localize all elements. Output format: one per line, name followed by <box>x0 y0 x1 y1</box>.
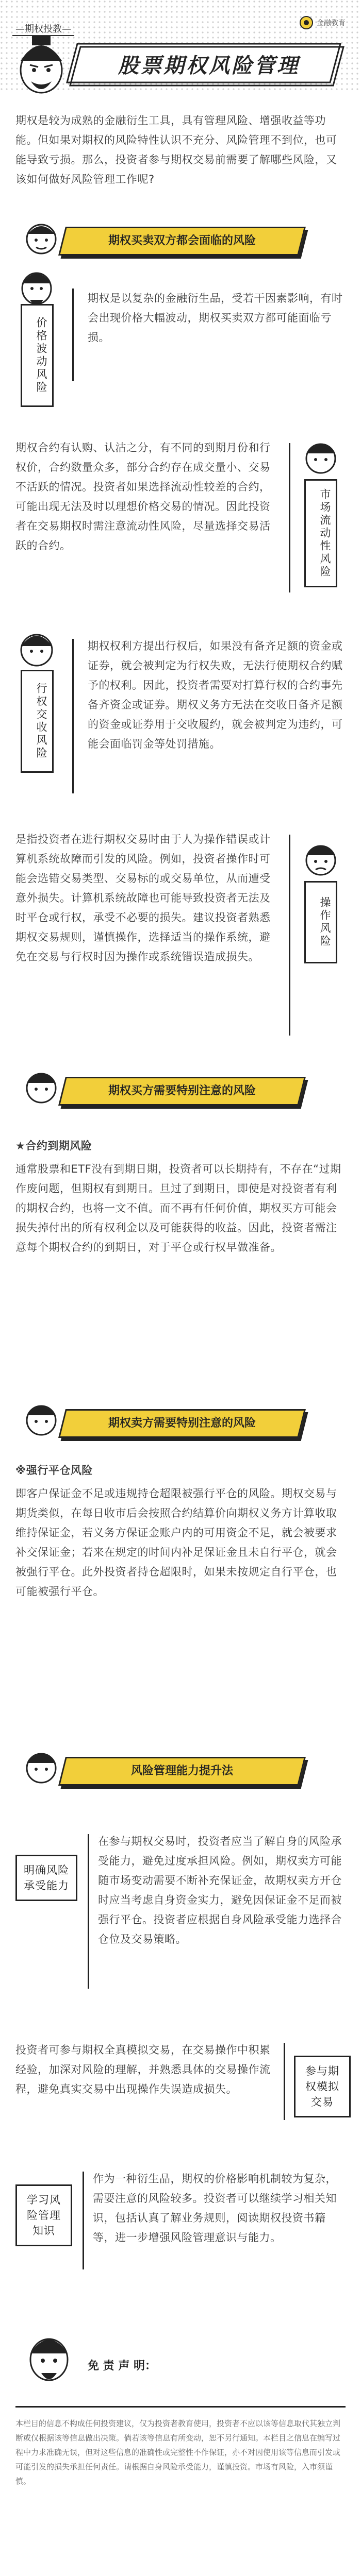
header-tag: —期权投教— <box>12 22 74 36</box>
box-learn-risk-knowledge: 学习风险管理知识 <box>15 2184 72 2246</box>
section4-text2: 投资者可参与期权全真模拟交易，在交易操作中积累经验，加深对风险的理解，并熟悉具体的交易操作流程，避免真实交易中出现操作失误造成损失。 <box>15 2044 271 2095</box>
box-simulated-trading: 参与期权模拟交易 <box>294 2056 351 2117</box>
box6-connector <box>284 2043 285 2120</box>
section1-text2: 期权合约有认购、认沽之分，有不同的到期月份和行权价，合约数量众多，部分合约存在成交量小、交易不活跃的情况。投资者如果选择流动性较差的合约，可能出现无法及时以理想价格交易的情况。因此投资者在交易期权时需注意流动性风险，尽量选择交易活跃的合约。 <box>15 442 271 552</box>
section1-text4: 是指投资者在进行期权交易时由于人为操作错误或计算机系统故障而引发的风险。例如，投资者操作时可能会选错交易类型、交易标的或交易单位，从而遭受意外损失。计算机系统故障也可能导致投资者无法及时平仓或行权，承受不必要的损失。建议投资者熟悉期权交易规则，谨慎操作，选择适当的操作系统，避免在交易与行权时因为操作或系统错误造成损失。 <box>15 833 271 963</box>
section4-mascot-icon <box>21 1748 62 1789</box>
box1-connector <box>72 289 74 381</box>
box4-connector <box>289 835 290 1036</box>
box2-connector <box>289 443 290 592</box>
worried-mascot-icon <box>300 840 341 881</box>
section1-ribbon-label: 期权买卖双方都会面临的风险 <box>108 234 256 247</box>
section1-ribbon <box>58 227 306 256</box>
box-exercise-settlement-risk: 行权交收风险 <box>21 670 54 773</box>
disclaimer-divider <box>15 2406 346 2408</box>
box-operational-risk: 操作风险 <box>304 881 337 963</box>
brand-text: 金融教育 <box>317 19 346 27</box>
thinker-mascot-icon <box>13 268 60 325</box>
brand-logo <box>299 15 346 30</box>
section1-text3: 期权权利方提出行权后，如果没有备齐足额的资金或证券，就会被判定为行权失败，无法行使期权合约赋予的权利。因此，投资者需要对打算行权的合约事先备齐资金或证券。期权义务方无法在交收日备齐足额的资金或证券用于交收履约，就会被判定为违约，可能会面临罚金等处罚措施。 <box>88 640 343 750</box>
disclaimer-text: 本栏目的信息不构成任何投资建议，仅为投资者教育使用，投资者不应以该等信息取代其独立判断或仅根据该等信息做出决策。倘若该等信息有所变动，恕不另行通知。本栏目之信息在编写过程中力求准确无误，但对这些信息的准确性或完整性不作保证，亦不对因使用该等信息而引发或可能引发的损失承担任何责任。请根据自身风险承受能力，谨慎投资。市场有风险，入市须谨慎。 <box>15 2419 341 2486</box>
section2-text: 通常股票和ETF没有到期日期，投资者可以长期持有，不存在“过期作废问题，但期权有到期日。旦过了到期日，即使是对投资者有利的期权合约，也将一文不值。而不再有任何价值，期权买方可能会损失掉付出的所有权利金以及可能获得的收益。因此，投资者需注意每个期权合约的到期日，对于平仓或行权早做准备。 <box>15 1163 341 1253</box>
scholar-mascot-icon <box>10 30 72 102</box>
header <box>0 0 361 93</box>
section3-heading: ※强行平仓风险 <box>15 1464 93 1477</box>
brand-logo-icon <box>299 15 314 30</box>
box-price-volatility-risk: 价格波动风险 <box>21 304 54 407</box>
disclaimer-title: 免 责 声 明： <box>88 2360 156 2372</box>
section2-heading: ★合约到期风险 <box>15 1140 92 1152</box>
section3-ribbon <box>58 1409 306 1438</box>
ribbon-man-icon <box>21 218 62 260</box>
section3-text: 即客户保证金不足或违规持仓超限被强行平仓的风险。期权交易与期货类似，在每日收市后会按照合约结算价向期权义务方计算收取维持保证金，若义务方保证金账户内的可用资金不足，就会被要求补交保证金；若来在规定的时间内补足保证金且未自行平仓，就会被强行平仓。此外投资者持仓超限时，如果未按规定自行平仓，也可能被强行平仓。 <box>15 1487 337 1598</box>
arms-crossed-mascot-icon <box>13 629 60 675</box>
page-title: 股票期权风险管理 <box>118 54 300 78</box>
section4-ribbon-label: 风险管理能力提升法 <box>130 1765 233 1777</box>
section4-text1: 在参与期权交易时，投资者应当了解自身的风险承受能力，避免过度承担风险。例如，期权卖方可能随市场变动需要不断补充保证金，故期权卖方开仓时应当考虑自身资金实力，避免因保证金不足而被强行平仓。投资者应根据自身风险承受能力选择合仓位及交易策略。 <box>98 1835 342 1945</box>
box7-connector <box>83 2172 84 2269</box>
section3-mascot-icon <box>21 1400 62 1441</box>
disclaimer-mascot-icon <box>21 2329 77 2396</box>
box3-connector <box>72 639 74 793</box>
pointing-mascot-icon <box>300 438 341 479</box>
section4-ribbon <box>58 1757 306 1786</box>
box5-connector <box>88 1834 89 1989</box>
section4-text3: 作为一种衍生品，期权的价格影响机制较为复杂，需要注意的风险较多。投资者可以继续学习相关知识，包括认真了解业务规则，阅读期权投资书籍等，进一步增强风险管理意识与能力。 <box>93 2173 337 2244</box>
section1-text1: 期权是以复杂的金融衍生品，受若干因素影响，有时会出现价格大幅波动，期权买卖双方都可能面临亏损。 <box>88 292 343 344</box>
box-know-risk-tolerance: 明确风险承受能力 <box>15 1855 77 1901</box>
section2-mascot-icon <box>21 1067 62 1109</box>
section2-ribbon <box>58 1077 306 1106</box>
section2-ribbon-label: 期权买方需要特别注意的风险 <box>108 1084 256 1097</box>
intro-paragraph: 期权是较为成熟的金融衍生工具，具有管理风险、增强收益等功能。但如果对期权的风险特性认识不充分、风险管理不到位，也可能导致亏损。那么，投资者参与期权交易前需要了解哪些风险，又该如何做好风险管理工作呢? <box>15 114 337 185</box>
section3-ribbon-label: 期权卖方需要特别注意的风险 <box>108 1417 256 1430</box>
box-market-liquidity-risk: 市场流动性风险 <box>304 479 337 587</box>
